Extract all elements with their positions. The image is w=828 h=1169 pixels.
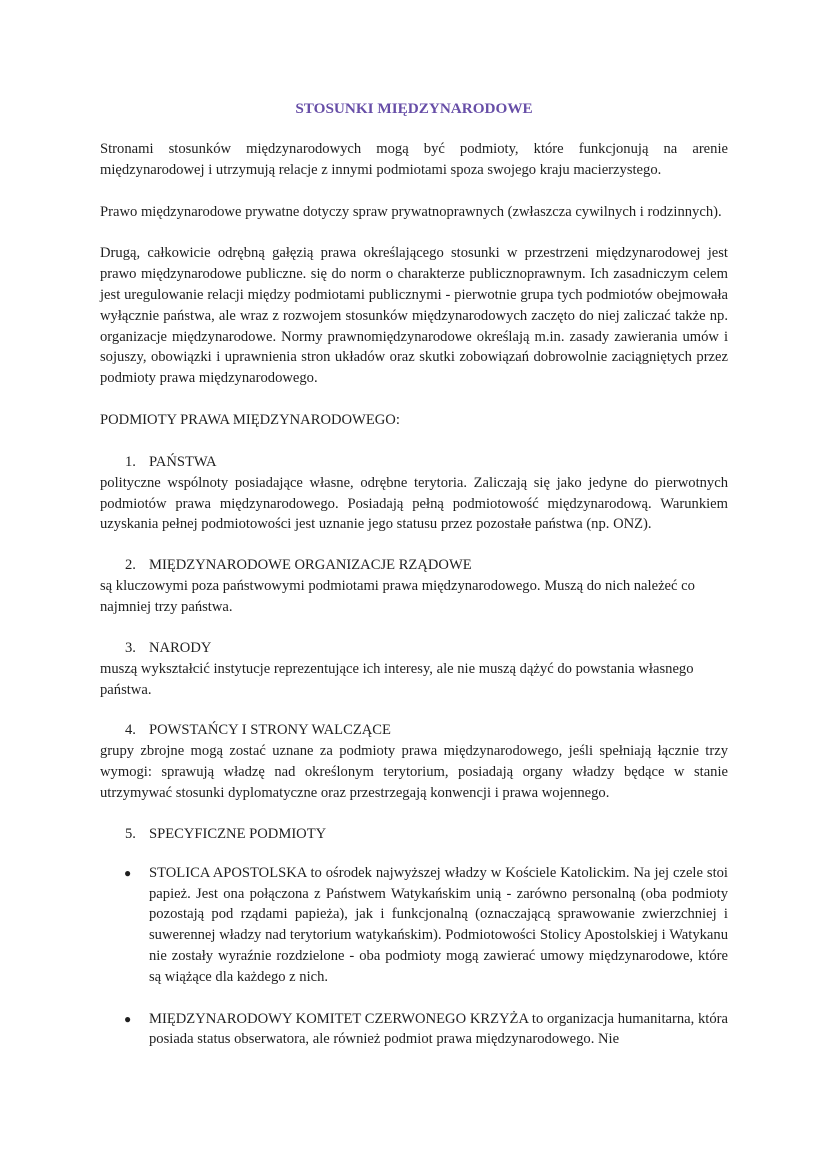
list-item-text: STOLICA APOSTOLSKA to ośrodek najwyższej władzy w Kościele Katolickim. Na jej czele stoi papież. Jest ona połączona z Państwem Watykańskim unią - zarówno personalną (oba podmioty pozostają pod rządami papieża), jak i funkcjonalną (oznaczającą sprawowanie zwierzchniej i suwerennej władzy nad terytorium watykańskim). Podmiotowości Stolicy Apostolskiej i Watykanu nie zostały wyraźnie rozdzielone - oba podmioty mogą zawierać umowy międzynarodowe, które są wiążące dla każdego z nich.: [149, 864, 728, 985]
list-item: [100, 1009, 728, 1051]
section-specific-subjects: [100, 824, 728, 845]
section-number: 3.: [125, 639, 136, 656]
section-intergovernmental-organizations: [100, 555, 728, 618]
section-title: SPECYFICZNE PODMIOTY: [149, 825, 327, 842]
section-heading: [100, 638, 728, 659]
section-text: grupy zbrojne mogą zostać uznane za podmioty prawa międzynarodowego, jeśli spełniają łącznie trzy wymogi: sprawują władzę nad określonym terytorium, posiadają organy władzy będące w stanie utrzymywać stosunki dyplomatyczne oraz przestrzegają konwencji i prawa wojennego.: [100, 743, 728, 801]
section-title: NARODY: [149, 639, 212, 656]
bullet-icon: ●: [124, 865, 132, 880]
section-number: 5.: [125, 825, 136, 842]
section-title: MIĘDZYNARODOWE ORGANIZACJE RZĄDOWE: [149, 557, 472, 574]
section-text: polityczne wspólnoty posiadające własne, odrębne terytoria. Zaliczają się jako jedyne do pierwotnych podmiotów prawa międzynarodowego. Posiadają pełną podmiotowość międzynarodową. Warunkiem uzyskania pełnej podmiotowości jest uznanie jego statusu przez pozostałe państwa (np. ONZ).: [100, 474, 728, 533]
document-page: [100, 99, 728, 1071]
section-heading: [100, 555, 728, 576]
bullet-icon: ●: [124, 1011, 132, 1026]
specific-subjects-list: [100, 863, 728, 1050]
section-number: 1.: [125, 453, 136, 470]
section-number: 2.: [125, 557, 136, 574]
section-title: POWSTAŃCY I STRONY WALCZĄCE: [149, 722, 391, 739]
section-text: są kluczowymi poza państwowymi podmiotami prawa międzynarodowego. Muszą do nich należeć co najmniej trzy państwa.: [100, 578, 695, 615]
list-item-text: MIĘDZYNARODOWY KOMITET CZERWONEGO KRZYŻA to organizacja humanitarna, która posiada status obserwatora, ale również podmiot prawa międzynarodowego. Nie: [149, 1010, 728, 1048]
paragraph-intro: Stronami stosunków międzynarodowych mogą być podmioty, które funkcjonują na arenie międzynarodowej i utrzymują relacje z innymi podmiotami spoza swojego kraju macierzystego.: [100, 141, 728, 178]
section-number: 4.: [125, 722, 136, 739]
section-text: muszą wykształcić instytucje reprezentujące ich interesy, ale nie muszą dążyć do powstania własnego państwa.: [100, 660, 694, 698]
section-states: [100, 452, 728, 535]
section-insurgents: [100, 720, 728, 803]
paragraph-private-law: Prawo międzynarodowe prywatne dotyczy spraw prywatnoprawnych (zwłaszcza cywilnych i rodzinnych).: [100, 203, 722, 220]
section-heading: [100, 824, 728, 845]
document-title: STOSUNKI MIĘDZYNARODOWE: [295, 100, 533, 117]
section-nations: [100, 638, 728, 701]
subjects-heading: PODMIOTY PRAWA MIĘDZYNARODOWEGO:: [100, 411, 400, 428]
section-title: PAŃSTWA: [149, 453, 217, 470]
list-item: [100, 863, 728, 988]
section-heading: [100, 452, 728, 473]
paragraph-public-law: Drugą, całkowicie odrębną gałęzią prawa określającego stosunki w przestrzeni międzynarodowej jest prawo międzynarodowe publiczne. się do norm o charakterze publicznoprawnym. Ich zasadniczym celem jest uregulowanie relacji między podmiotami publicznymi - pierwotnie grupa tych podmiotów obejmowała wyłącznie państwa, ale wraz z rozwojem stosunków międzynarodowych zaczęto do niej zaliczać także np. organizacje międzynarodowe. Normy prawnomiędzynarodowe określają m.in. zasady zawierania umów i sojuszy, obowiązki i uprawnienia stron układów oraz skutki zobowiązań dobrowolnie zaciągniętych przez podmioty prawa międzynarodowego.: [100, 245, 728, 387]
section-heading: [100, 720, 728, 741]
